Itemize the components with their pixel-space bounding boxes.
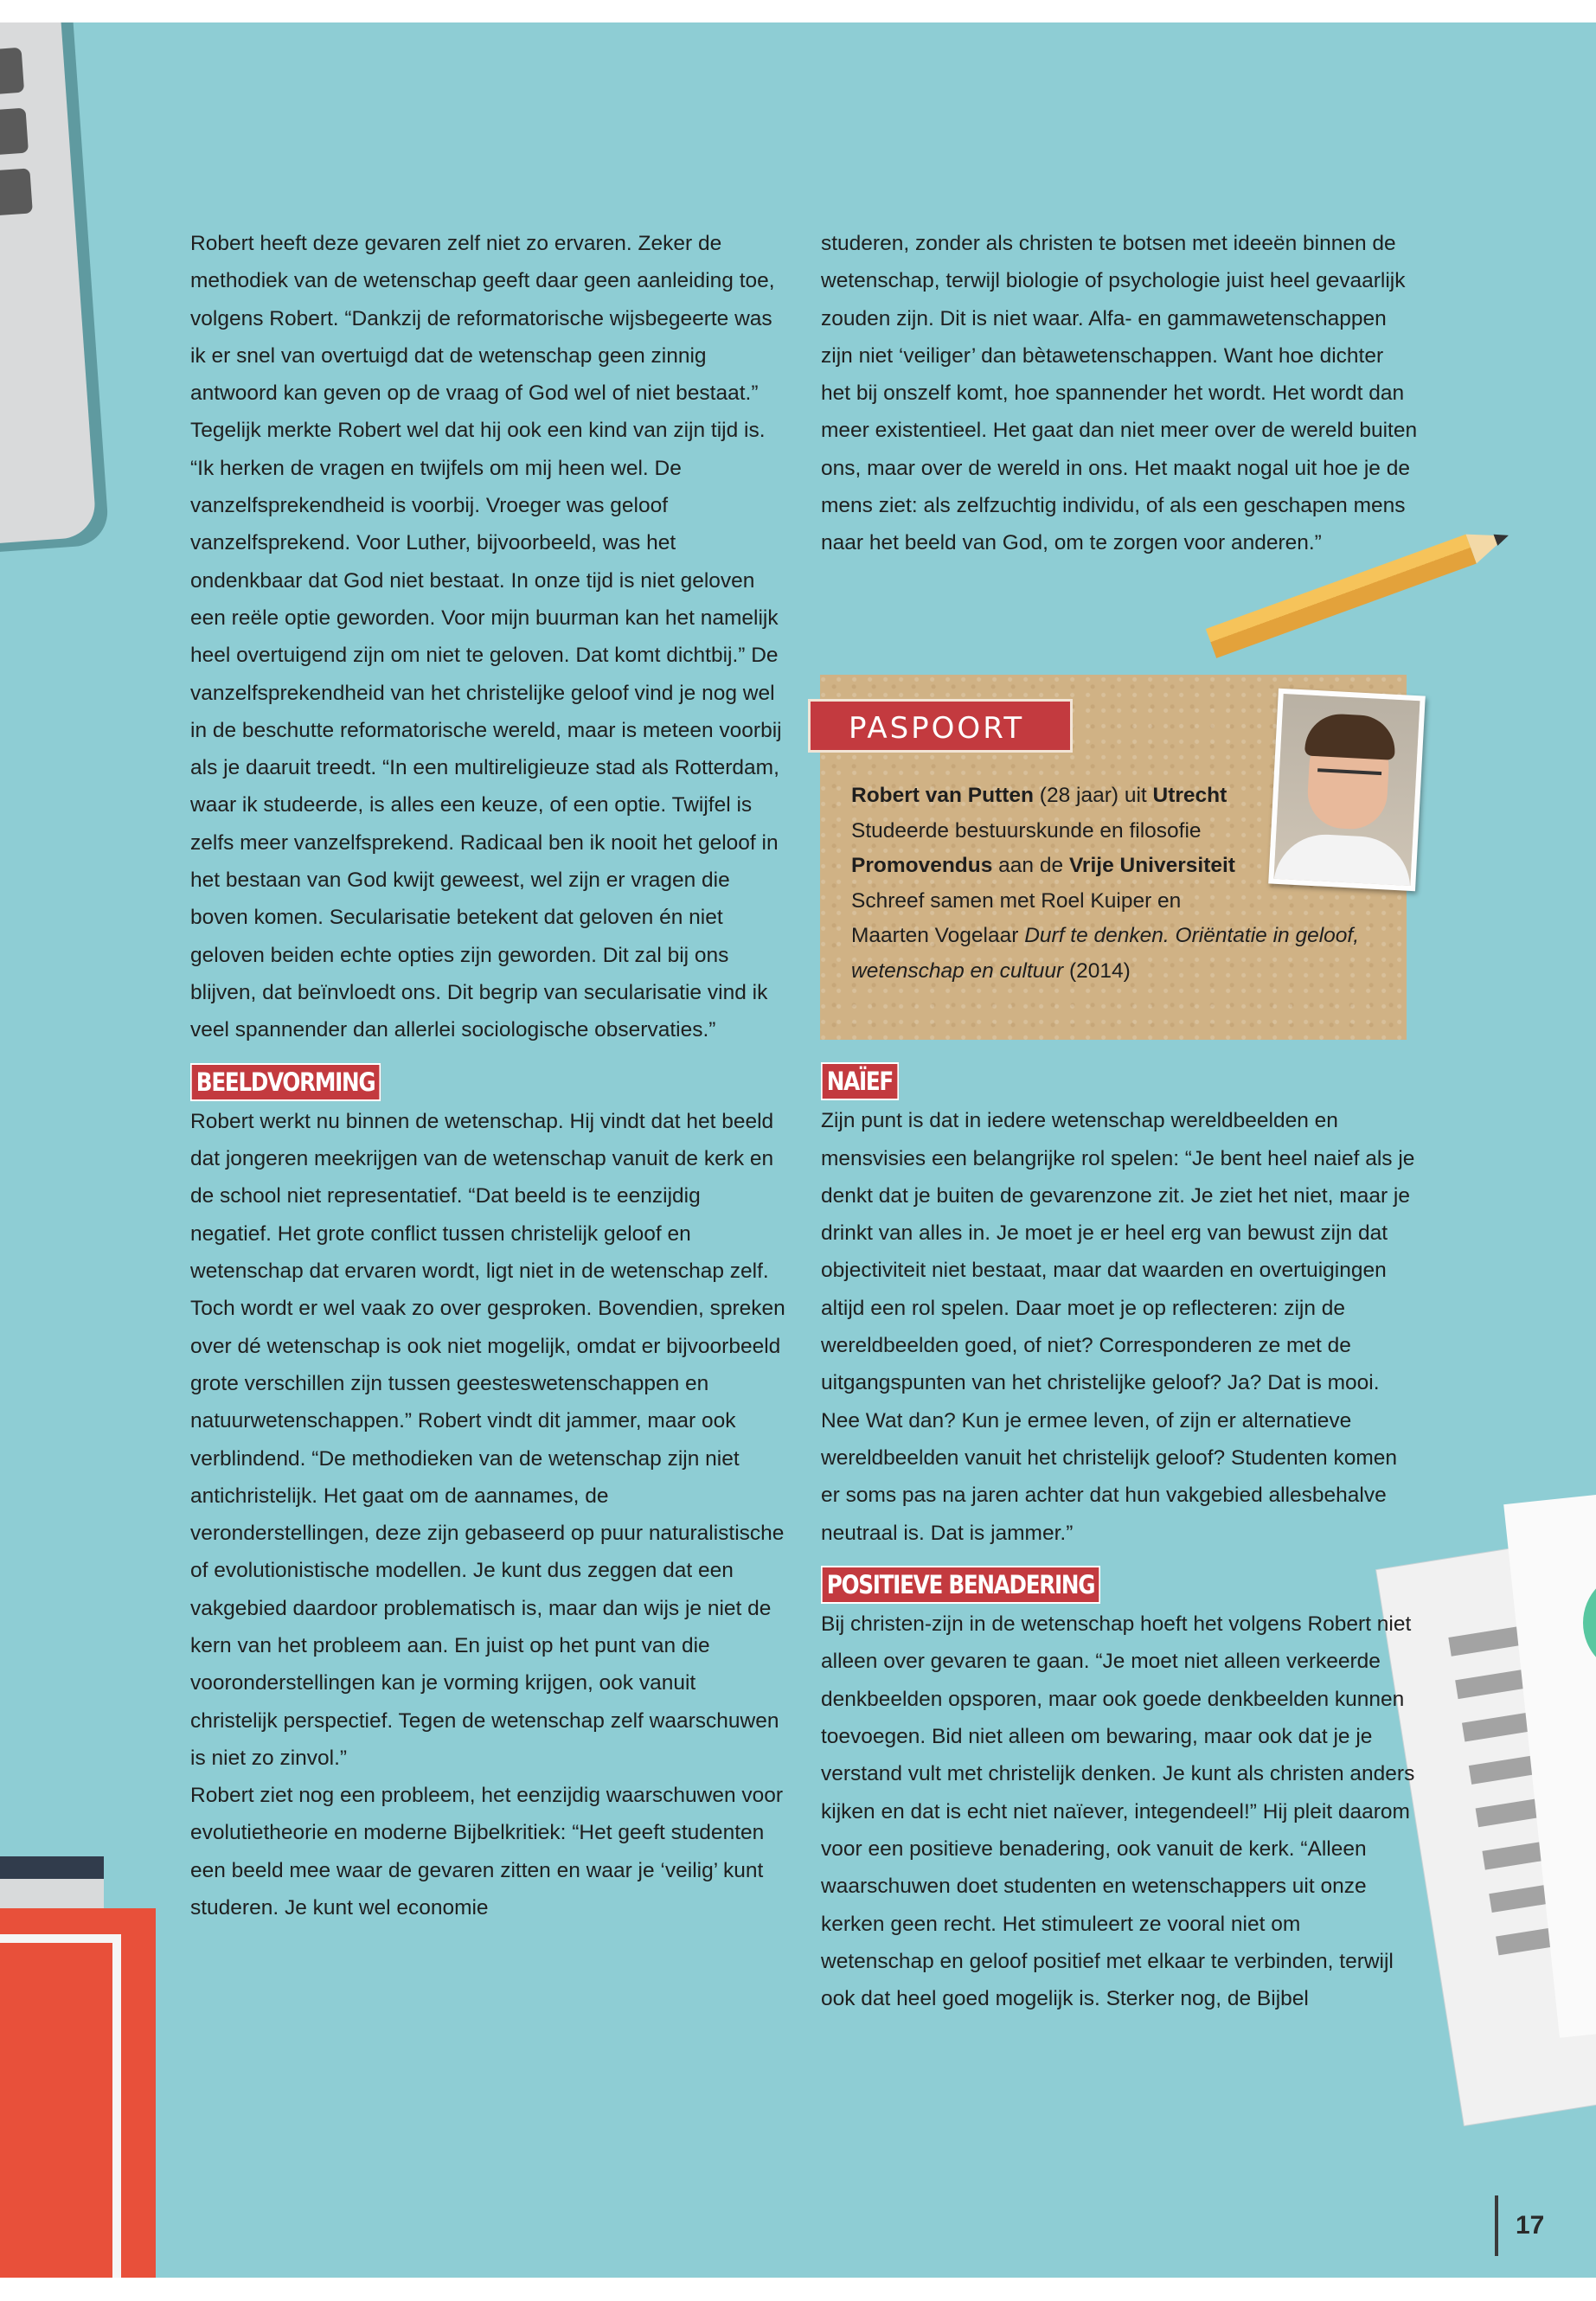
right-column-top (821, 225, 1418, 562)
section-heading-beeldvorming: BEELDVORMING (190, 1063, 381, 1101)
right-column-bottom (821, 1062, 1418, 2017)
section-heading-naief: NAÏEF (821, 1062, 899, 1100)
passport-line-role: Promovendus aan de Vrije Universiteit (851, 854, 1235, 877)
laptop-illustration (0, 22, 97, 545)
page-number: 17 (1495, 2195, 1544, 2256)
paragraph: Robert werkt nu binnen de wetenschap. Hij vindt dat het beeld dat jongeren meekrijgen van de wetenschap vanuit de kerk en de school niet representatief. “Dat beeld is te eenzijdig negatief. Het grote conflict tussen christelijk geloof en wetenschap dat ervaren wordt, ligt niet in de wetenschap zelf. Toch wordt er wel vaak zo over gesproken. Bovendien, spreken over dé wetenschap is ook niet mogelijk, omdat er bijvoorbeeld grote verschillen zijn tussen geesteswetenschappen en natuurwetenschappen.” Robert vindt dit jammer, maar ook verblindend. “De methodieken van de wetenschap zijn niet antichristelijk. Het gaat om de aannames, de veronderstellingen, deze zijn gebaseerd op puur naturalistische of evolutionistische modellen. Je kunt dus zeggen dat een vakgebied daardoor problematisch is, maar dan wijs je niet de kern van het probleem aan. En juist op het punt van die vooronderstellingen kan je vorming krijgen, ook vanuit christelijk perspectief. Tegen de wetenschap zelf waarschuwen is niet zo zinvol.” (190, 1109, 785, 1770)
passport-label: PASPOORT (808, 699, 1073, 753)
university: Vrije Universiteit (1068, 854, 1235, 877)
paragraph: studeren, zonder als christen te botsen met ideeën binnen de wetenschap, terwijl biologie of psychologie juist heel gevaarlijk zouden zijn. Dit is niet waar. Alfa- en gammawetenschappen zijn niet ‘veiliger’ dan bètawetenschappen. Want hoe dichter het bij onszelf komt, hoe spannender het wordt. Het wordt dan meer existentieel. Het gaat dan niet meer over de wereld buiten ons, maar over de wereld in ons. Het maakt nogal uit hoe je de mens ziet: als zelfzuchtig individu, of als een geschapen mens naar het beeld van God, om te zorgen voor anderen.” (821, 232, 1418, 555)
paragraph: Robert ziet nog een probleem, het eenzijdig waarschuwen voor evolutietheorie en moderne Bijbelkritiek: “Het geeft studenten een beeld mee waar de gevaren zitten en waar je ‘veilig’ kunt studeren. Je kunt wel economie (190, 1784, 784, 1920)
passport-box (820, 675, 1407, 1040)
book-title: Durf te denken. Oriëntatie in geloof, wetenschap en cultuur (851, 924, 1360, 983)
passport-line-study: Studeerde bestuurskunde en filosofie (851, 818, 1202, 843)
laptop-key (0, 48, 24, 96)
paragraph: Tegelijk merkte Robert wel dat hij ook een kind van zijn tijd is. “Ik herken de vragen en twijfels om mij heen wel. De vanzelfsprekendheid is voorbij. Vroeger was geloof vanzelfsprekend. Voor Luther, bijvoorbeeld, was het ondenkbaar dat God niet bestaat. In onze tijd is niet geloven een reële optie geworden. Voor mijn buurman kan het namelijk heel overtuigend zijn om niet te geloven. Dat komt dichtbij.” De vanzelfsprekendheid van het christelijke geloof vind je nog wel in de beschutte reformatorische wereld, maar is meteen voorbij als je daaruit treedt. “In een multireligieuze stad als Rotterdam, waar ik studeerde, is alles een keuze, of een optie. Twijfel is zelfs meer vanzelfsprekend. Radicaal ben ik nooit het geloof in het bestaan van God kwijt geweest, wel zijn er vragen die boven komen. Secularisatie betekent dat geloven én niet geloven beiden echte opties zijn geworden. Dit zal bij ons blijven, dat beïnvloedt ons. Dit begrip van secularisatie vind ik veel spannender dan allerlei sociologische observaties.” (190, 419, 782, 1042)
left-column (190, 225, 787, 1926)
magazine-page (0, 22, 1596, 2278)
laptop-key (0, 168, 33, 216)
passport-line-book: Maarten Vogelaar Durf te denken. Oriëntatie in geloof, wetenschap en cultuur (2014) (851, 924, 1360, 983)
passport-line-name: Robert van Putten (28 jaar) uit Utrecht (851, 784, 1227, 807)
book-illustration (0, 1908, 156, 2278)
paragraph: Zijn punt is dat in iedere wetenschap wereldbeelden en mensvisies een belangrijke rol spelen: “Je bent heel naief als je denkt dat je buiten de gevarenzone zit. Je ziet het niet, maar je drinkt van alles in. Je moet je er heel erg van bewust zijn dat objectiviteit niet bestaat, maar dat waarden en overtuigingen altijd een rol spelen. Daar moet je op reflecteren: zijn de wereldbeelden goed, of niet? Corresponderen ze met de uitgangspunten van het christelijke geloof? Ja? Dat is mooi. Nee Wat dan? Kun je ermee leven, of zijn er alternatieve wereldbeelden vanuit het christelijk geloof? Studenten komen er soms pas na jaren achter dat hun vakgebied allesbehalve neutraal is. Dat is jammer.” (821, 1109, 1415, 1545)
passport-line-coauthors: Schreef samen met Roel Kuiper en (851, 888, 1182, 913)
city: Utrecht (1152, 784, 1227, 807)
paragraph: Robert heeft deze gevaren zelf niet zo ervaren. Zeker de methodiek van de wetenschap geeft daar geen aanleiding toe, volgens Robert. “Dankzij de reformatorische wijsbegeerte was ik er snel van overtuigd dat de wetenschap geen zinnig antwoord kan geven op de vraag of God wel of niet bestaat.” (190, 232, 775, 406)
laptop-key (0, 108, 29, 157)
passport-text (851, 779, 1370, 989)
paragraph: Bij christen-zijn in de wetenschap hoeft het volgens Robert niet alleen over gevaren te gaan. “Je moet niet alleen verkeerde denkbeelden opsporen, maar ook goede denkbeelden kunnen toevoegen. Bid niet alleen om bewaring, maar ook dat je je verstand vult met christelijk denken. Je kunt als christen anders kijken en dat is echt niet naïever, integendeel!” Hij pleit daarom voor een positieve benadering, ook vanuit de kerk. “Alleen waarschuwen doet studenten en wetenschappers uit onze kerken geen recht. Het stimuleert ze vooral niet om wetenschap en geloof positief met elkaar te verbinden, terwijl ook dat heel goed mogelijk is. Sterker nog, de Bijbel (821, 1612, 1415, 2011)
person-name: Robert van Putten (851, 784, 1034, 807)
section-heading-positieve-benadering: POSITIEVE BENADERING (821, 1566, 1100, 1604)
